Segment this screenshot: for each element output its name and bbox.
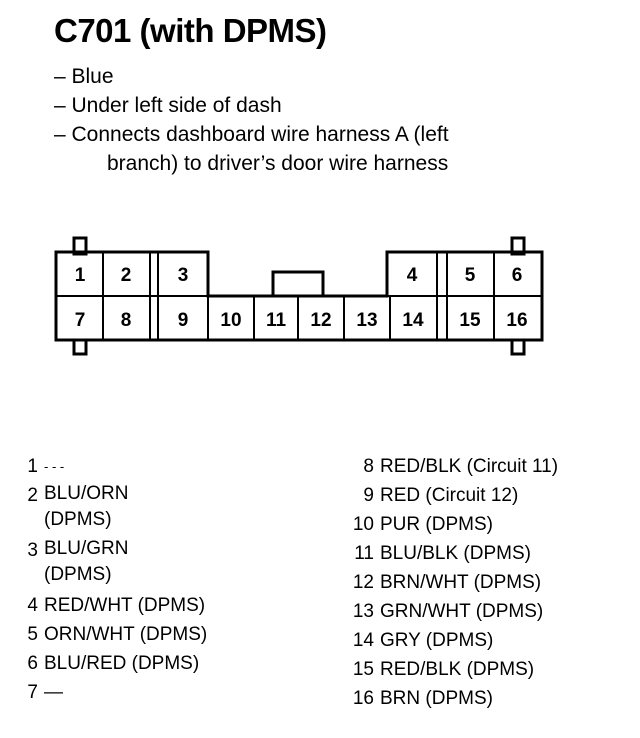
cavity-3: 3	[177, 265, 189, 286]
pin-row	[14, 452, 207, 481]
pin-number: 1	[27, 456, 38, 477]
pin-list-left	[14, 452, 207, 707]
pin-wire: BRN (DPMS)	[380, 688, 493, 709]
pin-wire: —	[44, 682, 63, 703]
pin-row	[344, 626, 558, 655]
cavity-16: 16	[506, 310, 528, 331]
bullet-continuation: branch) to driver’s door wire harness	[107, 152, 449, 175]
pin-wire: BLU/RED (DPMS)	[44, 653, 200, 674]
pin-row	[14, 620, 207, 649]
pin-number: 13	[352, 601, 374, 622]
cavity-6: 6	[511, 265, 523, 286]
cavity-10: 10	[220, 310, 242, 331]
pin-row	[344, 568, 558, 597]
bullet-text: – Under left side of dash	[54, 94, 282, 117]
cavity-5: 5	[464, 265, 476, 286]
pin-number: 8	[363, 456, 374, 477]
bullet-text: – Connects dashboard wire harness A (left	[54, 123, 449, 146]
pin-row	[344, 655, 558, 684]
pin-wire: BLU/BLK (DPMS)	[380, 543, 531, 564]
pin-number: 5	[27, 624, 38, 645]
pin-number: 15	[352, 659, 374, 680]
pin-list-right	[344, 452, 558, 713]
cavity-7: 7	[74, 310, 86, 331]
pin-number: 9	[363, 485, 374, 506]
cavity-14: 14	[402, 310, 424, 331]
cavity-1: 1	[74, 265, 86, 286]
pin-wire: RED/BLK (Circuit 11)	[380, 456, 559, 477]
latch-tab-bottom-left	[74, 340, 86, 354]
pin-number: 4	[27, 595, 38, 616]
pin-number: 6	[27, 653, 38, 674]
cavity-15: 15	[459, 310, 481, 331]
pin-row	[344, 539, 558, 568]
cavity-13: 13	[356, 310, 378, 331]
polarizing-key	[273, 272, 323, 296]
pin-wire: GRN/WHT (DPMS)	[380, 601, 544, 622]
pin-number: 3	[27, 540, 38, 561]
pin-row	[344, 452, 558, 481]
pin-number: 16	[352, 688, 374, 709]
pin-wire: BLU/ORN (DPMS)	[44, 483, 129, 530]
pin-wire: RED/BLK (DPMS)	[380, 659, 535, 680]
cavity-12: 12	[310, 310, 332, 331]
cavity-2: 2	[120, 265, 132, 286]
pin-number: 10	[352, 514, 374, 535]
pin-row	[14, 481, 207, 533]
pin-row	[14, 649, 207, 678]
pin-number: 7	[27, 682, 38, 703]
cavity-8: 8	[120, 310, 132, 331]
pin-row	[344, 510, 558, 539]
pin-number: 2	[27, 485, 38, 506]
pin-row	[14, 536, 207, 588]
pin-wire: BRN/WHT (DPMS)	[380, 572, 542, 593]
pin-row	[14, 591, 207, 620]
pin-row	[344, 684, 558, 713]
pin-wire: GRY (DPMS)	[380, 630, 494, 651]
pin-row	[344, 597, 558, 626]
pin-number: 12	[352, 572, 374, 593]
bullet-text: – Blue	[54, 65, 114, 88]
pin-wire: BLU/GRN (DPMS)	[44, 538, 129, 585]
pin-wire: ORN/WHT (DPMS)	[44, 624, 208, 645]
pin-row	[14, 678, 207, 707]
pin-number: 14	[352, 630, 374, 651]
connector-title: C701 (with DPMS)	[54, 12, 327, 49]
latch-tab-bottom-right	[512, 340, 524, 354]
pin-wire: RED/WHT (DPMS)	[44, 595, 206, 616]
cavity-9: 9	[177, 310, 189, 331]
cavity-4: 4	[406, 265, 418, 286]
pin-wire: RED (Circuit 12)	[380, 485, 519, 506]
pin-row	[344, 481, 558, 510]
pin-wire: PUR (DPMS)	[380, 514, 493, 535]
pin-number: 11	[354, 543, 374, 564]
cavity-11: 11	[265, 310, 287, 331]
pin-wire: - - -	[44, 459, 65, 474]
